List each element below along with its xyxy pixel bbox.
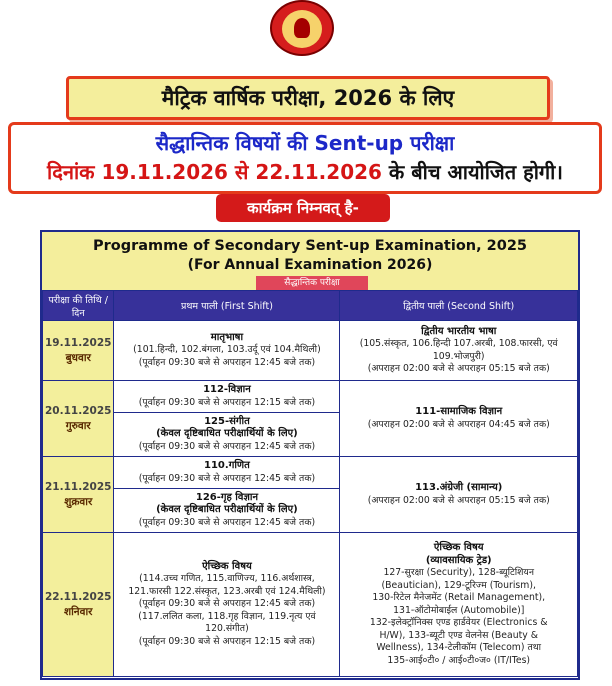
exam-time: (पूर्वाहन 09:30 बजे से अपराहन 12:45 बजे तक) bbox=[138, 440, 316, 452]
vocational-line: 131-ऑटोमोबाईल (Automobile)] bbox=[393, 604, 525, 616]
schedule-label: कार्यक्रम निम्नवत् है- bbox=[216, 194, 390, 222]
exam-time: (पूर्वाहन 09:30 बजे से अपराहन 12:45 बजे तक) bbox=[138, 516, 316, 528]
col-first-shift-header: प्रथम पाली (First Shift) bbox=[114, 291, 340, 321]
second-shift-cell bbox=[340, 381, 578, 457]
subject-note: (केवल दृष्टिबाधित परीक्षार्थियों के लिए) bbox=[156, 504, 298, 516]
subject-title: 113.अंग्रेजी (सामान्य) bbox=[415, 482, 503, 493]
weekday: शुक्रवार bbox=[64, 495, 93, 508]
exam-time: (अपराहन 02:00 बजे से अपराहन 05:15 बजे तक) bbox=[367, 363, 550, 374]
exam-time: (अपराहन 02:00 बजे से अपराहन 04:45 बजे तक) bbox=[367, 418, 550, 430]
subject-detail: 120.संगीत) bbox=[205, 623, 249, 635]
subject-title: द्वितीय भारतीय भाषा bbox=[421, 325, 497, 337]
second-shift-cell bbox=[340, 533, 578, 677]
subject-detail: (101.हिन्दी, 102.बंगला, 103.उर्दू एवं 104.मैथिली) bbox=[133, 344, 321, 356]
first-shift-cell bbox=[114, 381, 340, 413]
subject-title: ऐच्छिक विषय bbox=[202, 560, 252, 572]
date: 21.11.2025 bbox=[45, 480, 112, 493]
date: 20.11.2025 bbox=[45, 404, 112, 417]
col-date-header: परीक्षा की तिथि / दिन bbox=[43, 291, 114, 321]
table-row bbox=[43, 321, 578, 381]
table-row bbox=[43, 457, 578, 489]
vocational-line: (Beautician), 129-टूरिज्म (Tourism), bbox=[381, 579, 536, 591]
date-cell bbox=[43, 457, 114, 533]
subject-title: 125-संगीत bbox=[204, 415, 250, 427]
exam-time: (पूर्वाहन 09:30 बजे से अपराहन 12:45 बजे तक) bbox=[138, 472, 316, 484]
programme-subtitle: (For Annual Examination 2026) bbox=[187, 257, 433, 273]
vocational-line: Wellness), 134-टेलीकॉम (Telecom) तथा bbox=[376, 642, 542, 653]
programme-table-box bbox=[40, 230, 580, 680]
date: 22.11.2025 bbox=[45, 590, 112, 603]
subject-title: ऐच्छिक विषय bbox=[433, 542, 484, 553]
subject-detail: (117.ललित कला, 118.गृह विज्ञान, 119.नृत्य एवं bbox=[138, 610, 316, 622]
vocational-line: 130-रिटेल मैनेजमेंट (Retail Management), bbox=[372, 592, 546, 603]
exam-time: (पूर्वाहन 09:30 बजे से अपराहन 12:45 बजे तक) bbox=[138, 598, 316, 610]
exam-time: (अपराहन 02:00 बजे से अपराहन 05:15 बजे तक) bbox=[367, 494, 550, 506]
exam-time: (पूर्वाहन 09:30 बजे से अपराहन 12:15 बजे तक) bbox=[138, 635, 316, 647]
second-shift-cell bbox=[340, 457, 578, 533]
first-shift-cell bbox=[114, 321, 340, 381]
exam-time: (पूर्वाहन 09:30 बजे से अपराहन 12:15 बजे तक) bbox=[138, 396, 316, 408]
date-cell bbox=[43, 381, 114, 457]
board-logo bbox=[264, 0, 340, 56]
subject-detail: (114.उच्च गणित, 115.वाणिज्य, 116.अर्थशास्त्र, bbox=[139, 573, 315, 585]
date-cell bbox=[43, 321, 114, 381]
subject-title: 111-सामाजिक विज्ञान bbox=[415, 406, 503, 417]
subject-detail: (105.संस्कृत, 106.हिन्दी 107.अरबी, 108.फारसी, एवं 109.भोजपुरी) bbox=[359, 338, 558, 362]
subject-title: 126-गृह विज्ञान bbox=[195, 491, 259, 503]
table-header-row bbox=[43, 291, 578, 321]
section-bar bbox=[42, 276, 578, 290]
programme-header bbox=[42, 232, 578, 276]
weekday: गुरुवार bbox=[65, 419, 91, 432]
schedule-table bbox=[42, 290, 578, 677]
subject-detail: 121.फारसी 122.संस्कृत, 123.अरबी एवं 124.मैथिली) bbox=[128, 585, 326, 597]
first-shift-cell bbox=[114, 457, 340, 489]
vocational-line: 127-सुरक्षा (Security), 128-ब्यूटिशियन bbox=[383, 567, 534, 578]
subject-title: 110.गणित bbox=[204, 460, 250, 471]
second-shift-cell bbox=[340, 321, 578, 381]
vocational-line: 132-इलेक्ट्रॉनिक्स एण्ड हार्डवेयर (Electronics & bbox=[369, 617, 548, 628]
first-shift-cell bbox=[114, 413, 340, 457]
emblem-mark bbox=[294, 18, 310, 38]
announcement-line2 bbox=[11, 157, 599, 187]
first-shift-cell bbox=[114, 533, 340, 677]
date: 19.11.2025 bbox=[45, 336, 112, 349]
programme-title: Programme of Secondary Sent-up Examination, 2025 bbox=[92, 238, 528, 254]
subject-title: मातृभाषा bbox=[210, 331, 244, 343]
subject-note: (केवल दृष्टिबाधित परीक्षार्थियों के लिए) bbox=[156, 428, 298, 440]
announcement-line1: सैद्धान्तिक विषयों की Sent-up परीक्षा bbox=[155, 131, 455, 155]
announcement-tail: के बीच आयोजित होगी। bbox=[381, 160, 563, 184]
vocational-line: H/W), 133-ब्यूटी एण्ड वेलनेस (Beauty & bbox=[379, 629, 538, 641]
exam-time: (पूर्वाहन 09:30 बजे से अपराहन 12:45 बजे तक) bbox=[138, 356, 316, 368]
table-row bbox=[43, 381, 578, 413]
weekday: शनिवार bbox=[63, 605, 93, 618]
date-cell bbox=[43, 533, 114, 677]
subject-subtitle: (व्यावसायिक ट्रेड) bbox=[425, 554, 492, 566]
section-tag: सैद्धान्तिक परीक्षा bbox=[256, 276, 368, 290]
table-row bbox=[43, 533, 578, 677]
date-range: दिनांक 19.11.2026 से 22.11.2026 bbox=[47, 160, 382, 184]
vocational-line: 135-आई०टी० / आई०टी०ज० (IT/ITes) bbox=[387, 654, 531, 666]
exam-title-banner: मैट्रिक वार्षिक परीक्षा, 2026 के लिए bbox=[66, 76, 550, 120]
col-second-shift-header: द्वितीय पाली (Second Shift) bbox=[340, 291, 578, 321]
weekday: बुधवार bbox=[65, 351, 91, 364]
first-shift-cell bbox=[114, 489, 340, 533]
announcement-box bbox=[8, 122, 602, 194]
subject-title: 112-विज्ञान bbox=[203, 384, 251, 395]
